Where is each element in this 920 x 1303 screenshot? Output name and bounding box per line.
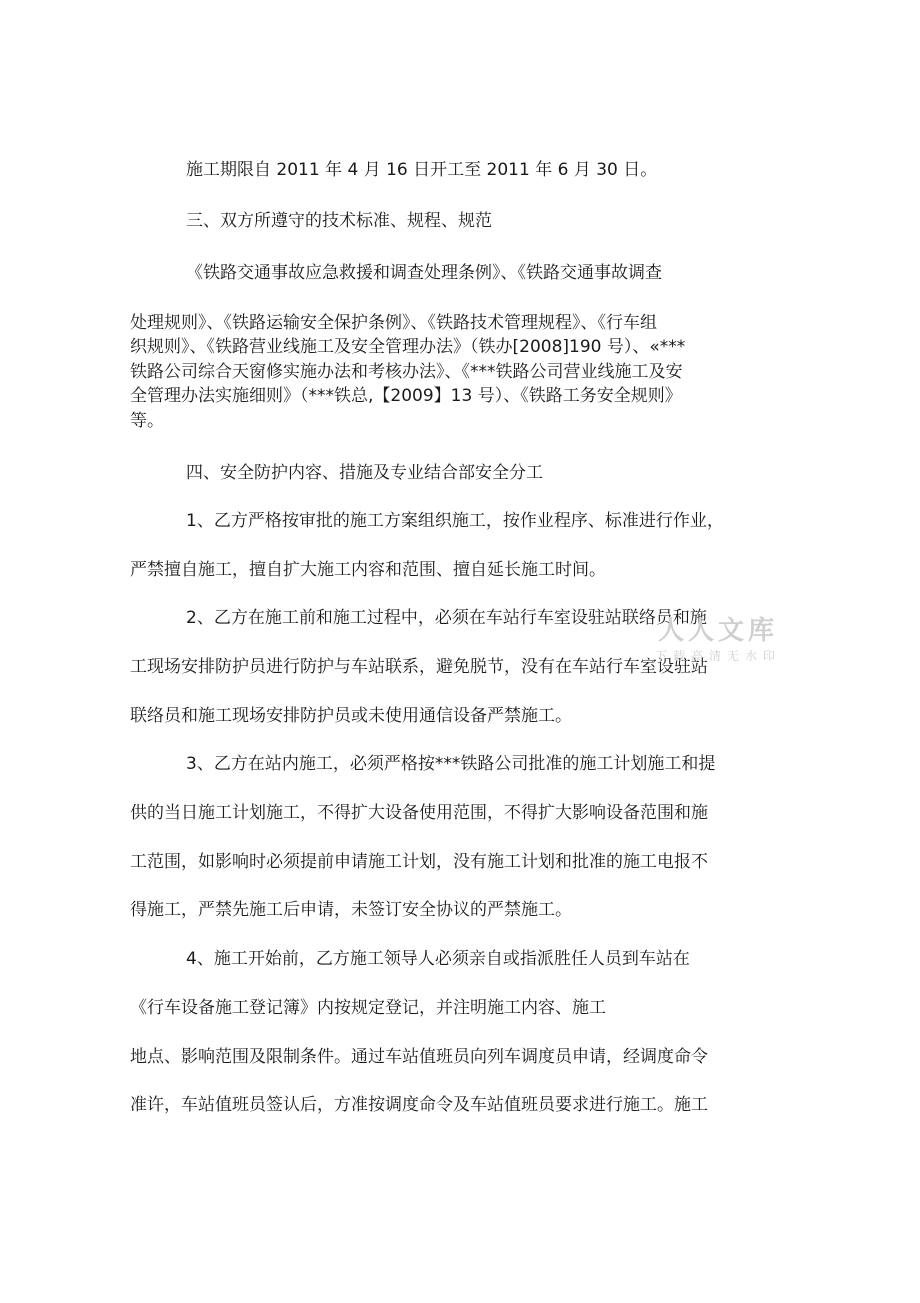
text-line: 《铁路交通事故应急救援和调查处理条例》、《铁路交通事故调查 bbox=[186, 263, 662, 283]
section-heading: 三、双方所遵守的技术标准、规程、规范 bbox=[186, 211, 492, 231]
text-line: 地点、影响范围及限制条件。通过车站值班员向列车调度员申请，经调度命令 bbox=[130, 1047, 708, 1067]
text-line: 1、乙方严格按审批的施工方案组织施工，按作业程序、标准进行作业， bbox=[186, 511, 724, 531]
text-line: 供的当日施工计划施工，不得扩大设备使用范围，不得扩大影响设备范围和施 bbox=[130, 803, 708, 823]
watermark-title: 人人文库 bbox=[657, 616, 778, 646]
text-line: 织规则》、《铁路营业线施工及安全管理办法》（铁办[2008]190 号）、«*** bbox=[130, 337, 686, 357]
text-line: 4、施工开始前，乙方施工领导人必须亲自或指派胜任人员到车站在 bbox=[186, 949, 690, 969]
section-heading: 四、安全防护内容、措施及专业结合部安全分工 bbox=[186, 463, 543, 483]
text-line: 铁路公司综合天窗修实施办法和考核办法》、《***铁路公司营业线施工及安 bbox=[130, 362, 683, 382]
text-line: 联络员和施工现场安排防护员或未使用通信设备严禁施工。 bbox=[130, 706, 572, 726]
text-line: 全管理办法实施细则》（***铁总,【2009】13 号）、《铁路工务安全规则》 bbox=[130, 386, 682, 406]
text-line: 3、乙方在站内施工，必须严格按***铁路公司批准的施工计划施工和提 bbox=[186, 754, 716, 774]
text-line: 严禁擅自施工，擅自扩大施工内容和范围、擅自延长施工时间。 bbox=[130, 560, 606, 580]
text-line: 得施工，严禁先施工后申请，未签订安全协议的严禁施工。 bbox=[130, 900, 572, 920]
text-line: 工范围，如影响时必须提前申请施工计划，没有施工计划和批准的施工电报不 bbox=[130, 852, 708, 872]
text-line: 工现场安排防护员进行防护与车站联系，避免脱节，没有在车站行车室设驻站 bbox=[130, 657, 708, 677]
text-line: 2、乙方在施工前和施工过程中，必须在车站行车室设驻站联络员和施 bbox=[186, 608, 707, 628]
watermark-subtitle: 下载高清无水印 bbox=[654, 649, 781, 663]
text-line: 等。 bbox=[130, 411, 164, 431]
text-line: 《行车设备施工登记簿》内按规定登记，并注明施工内容、施工 bbox=[130, 998, 606, 1018]
text-line: 施工期限自 2011 年 4 月 16 日开工至 2011 年 6 月 30 日。 bbox=[186, 160, 658, 180]
watermark bbox=[648, 614, 788, 684]
text-line: 处理规则》、《铁路运输安全保护条例》、《铁路技术管理规程》、《行车组 bbox=[130, 313, 657, 333]
text-line: 准许，车站值班员签认后，方准按调度命令及车站值班员要求进行施工。施工 bbox=[130, 1095, 708, 1115]
